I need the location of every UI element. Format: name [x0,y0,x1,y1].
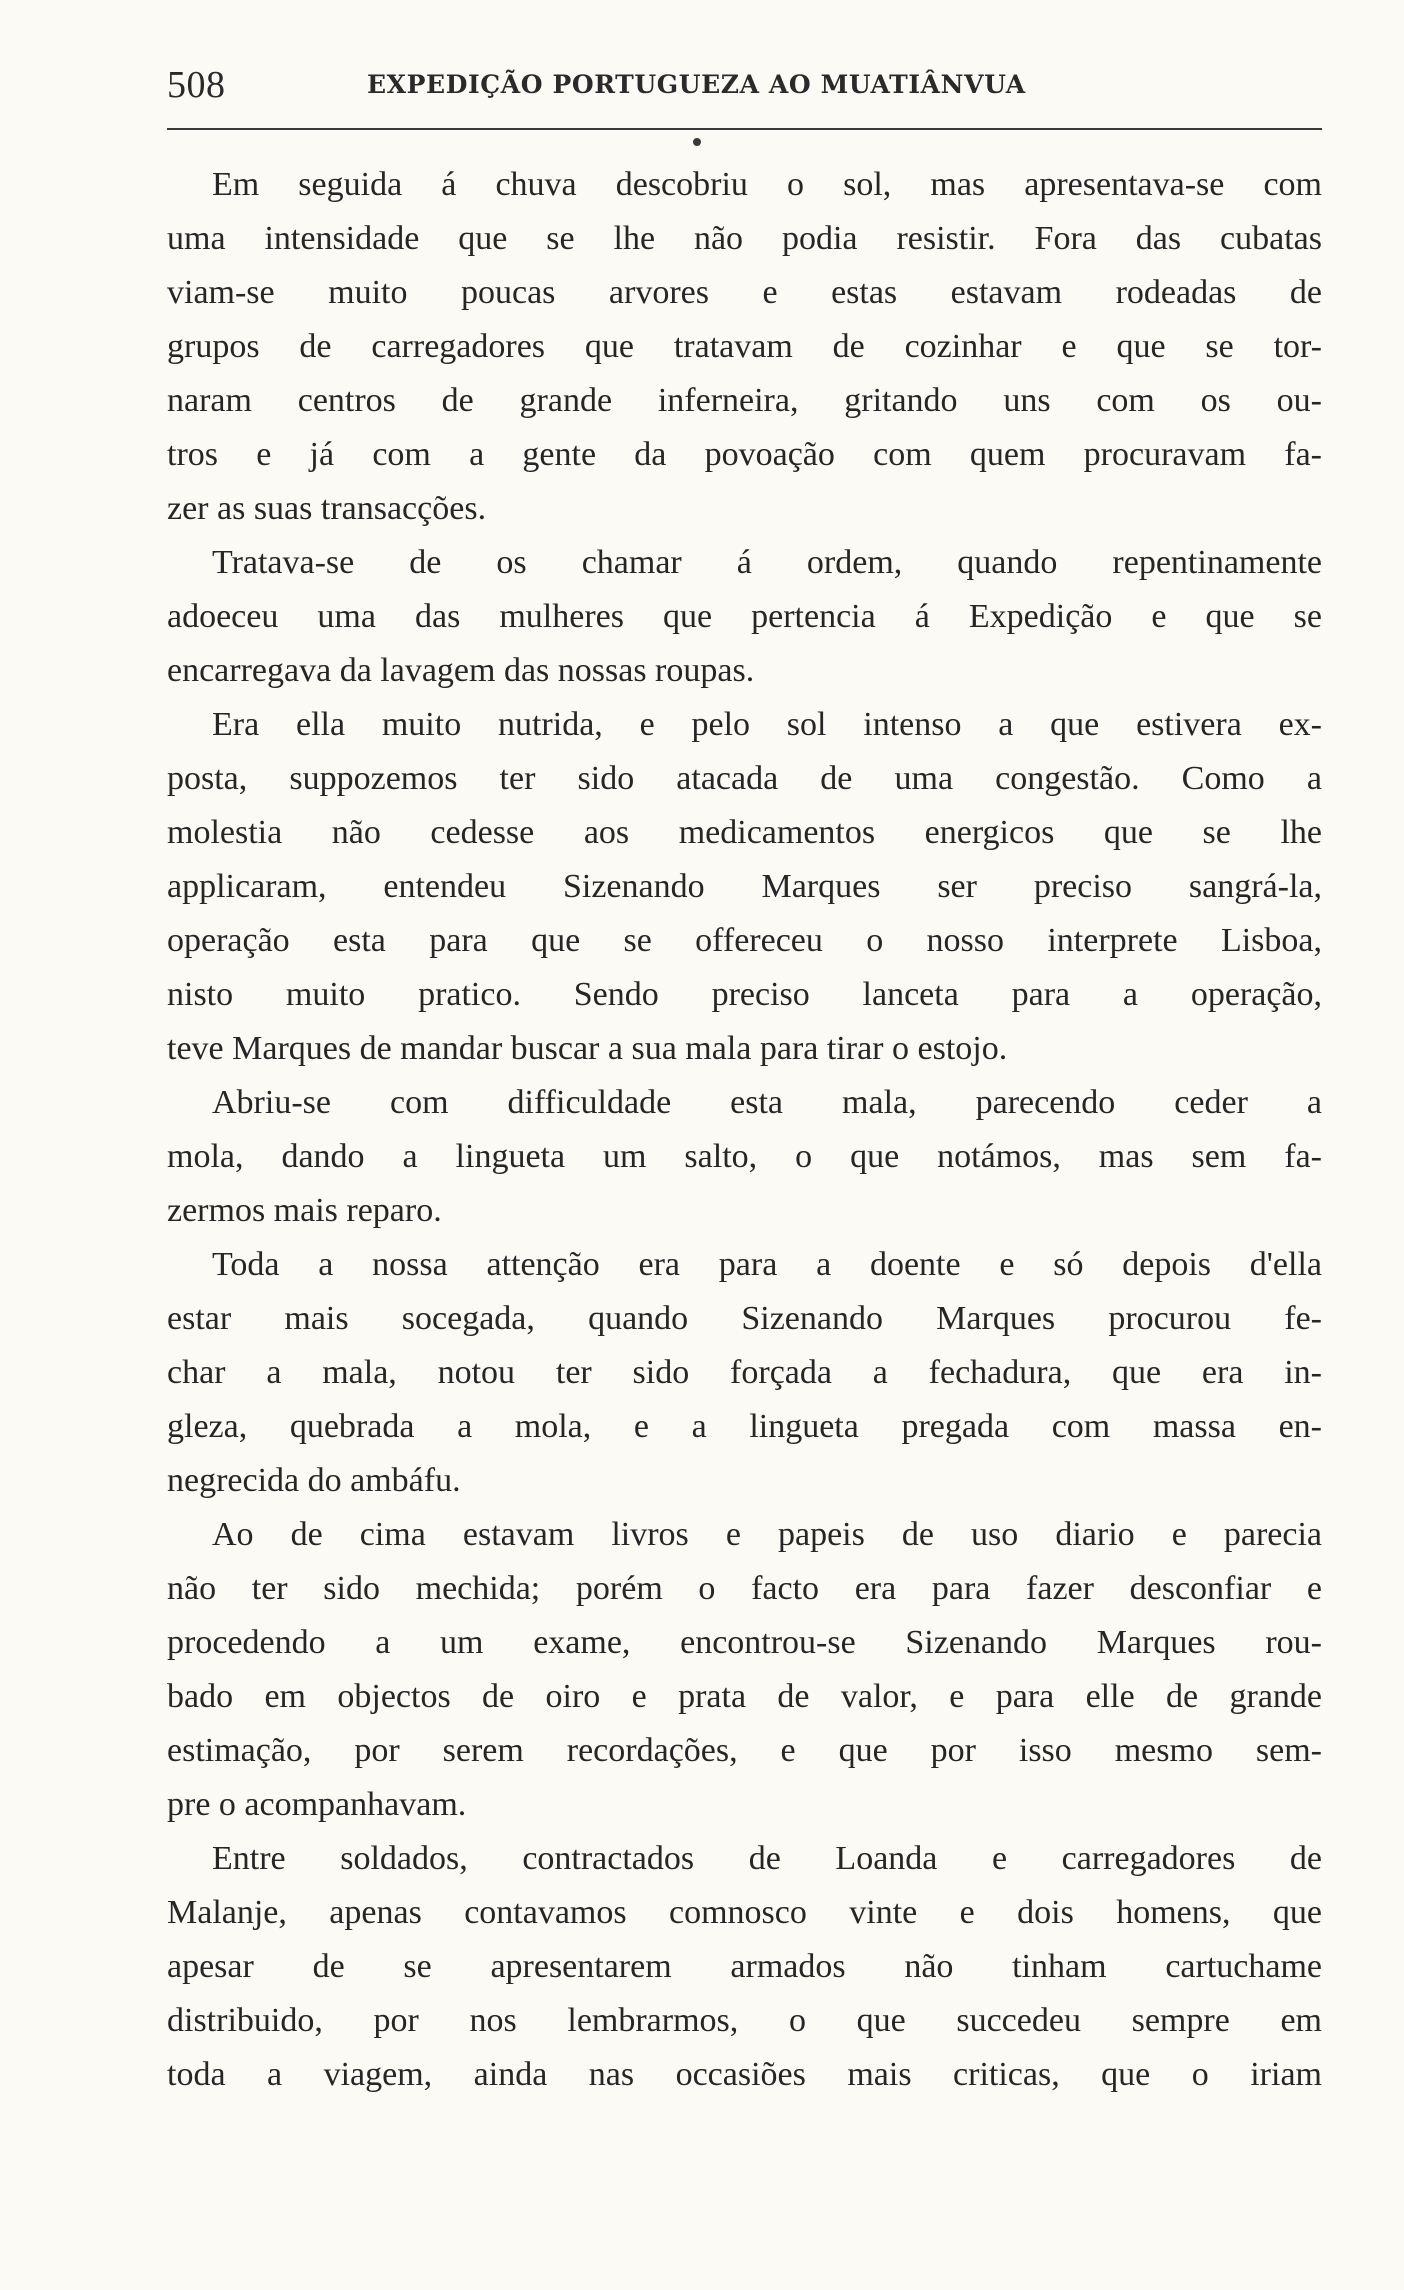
text-line: Era ella muito nutrida, e pelo sol intenso a que estivera ex- [212,706,1322,743]
text-line: não ter sido mechida; porém o facto era para fazer desconfiar e [167,1570,1322,1607]
text-line: encarregava da lavagem das nossas roupas. [167,652,755,689]
text-line: Tratava-se de os chamar á ordem, quando repentinamente [212,544,1322,581]
text-line: Toda a nossa attenção era para a doente e só depois d'ella [212,1246,1322,1283]
text-line: naram centros de grande inferneira, gritando uns com os ou- [167,382,1322,419]
page-number: 508 [167,64,226,106]
body-text [167,158,1322,2102]
text-line: molestia não cedesse aos medicamentos energicos que se lhe [167,814,1322,851]
text-line: bado em objectos de oiro e prata de valor, e para elle de grande [167,1678,1322,1715]
text-line: estimação, por serem recordações, e que por isso mesmo sem- [167,1732,1322,1769]
ornament-dot [693,138,701,146]
text-line: zer as suas transacções. [167,490,487,527]
text-line: zermos mais reparo. [167,1192,442,1229]
text-line: Ao de cima estavam livros e papeis de uso diario e parecia [212,1516,1322,1553]
text-line: Malanje, apenas contavamos comnosco vinte e dois homens, que [167,1894,1322,1931]
text-line: adoeceu uma das mulheres que pertencia á Expedição e que se [167,598,1322,635]
text-line: procedendo a um exame, encontrou-se Sizenando Marques rou- [167,1624,1322,1661]
text-line: toda a viagem, ainda nas occasiões mais criticas, que o iriam [167,2056,1322,2093]
text-line: Em seguida á chuva descobriu o sol, mas apresentava-se com [212,166,1322,203]
header-rule [167,128,1322,130]
text-line: Abriu-se com difficuldade esta mala, parecendo ceder a [212,1084,1322,1121]
text-line: uma intensidade que se lhe não podia resistir. Fora das cubatas [167,220,1322,257]
text-line: grupos de carregadores que tratavam de cozinhar e que se tor- [167,328,1322,365]
text-line: posta, suppozemos ter sido atacada de uma congestão. Como a [167,760,1322,797]
text-line: teve Marques de mandar buscar a sua mala para tirar o estojo. [167,1030,1008,1067]
text-line: negrecida do ambáfu. [167,1462,461,1499]
text-line: pre o acompanhavam. [167,1786,467,1823]
text-line: nisto muito pratico. Sendo preciso lanceta para a operação, [167,976,1322,1013]
text-line: operação esta para que se offereceu o nosso interprete Lisboa, [167,922,1322,959]
text-line: apesar de se apresentarem armados não tinham cartuchame [167,1948,1322,1985]
text-line: Entre soldados, contractados de Loanda e carregadores de [212,1840,1322,1877]
text-line: char a mala, notou ter sido forçada a fechadura, que era in- [167,1354,1322,1391]
text-line: estar mais socegada, quando Sizenando Marques procurou fe- [167,1300,1322,1337]
text-line: gleza, quebrada a mola, e a lingueta pregada com massa en- [167,1408,1322,1445]
text-line: viam-se muito poucas arvores e estas estavam rodeadas de [167,274,1322,311]
text-line: mola, dando a lingueta um salto, o que notámos, mas sem fa- [167,1138,1322,1175]
text-line: tros e já com a gente da povoação com quem procuravam fa- [167,436,1322,473]
running-title: EXPEDIÇÃO PORTUGUEZA AO MUATIÂNVUA [367,70,1026,99]
running-head [167,55,1322,115]
text-line: applicaram, entendeu Sizenando Marques ser preciso sangrá-la, [167,868,1322,905]
text-line: distribuido, por nos lembrarmos, o que succedeu sempre em [167,2002,1322,2039]
